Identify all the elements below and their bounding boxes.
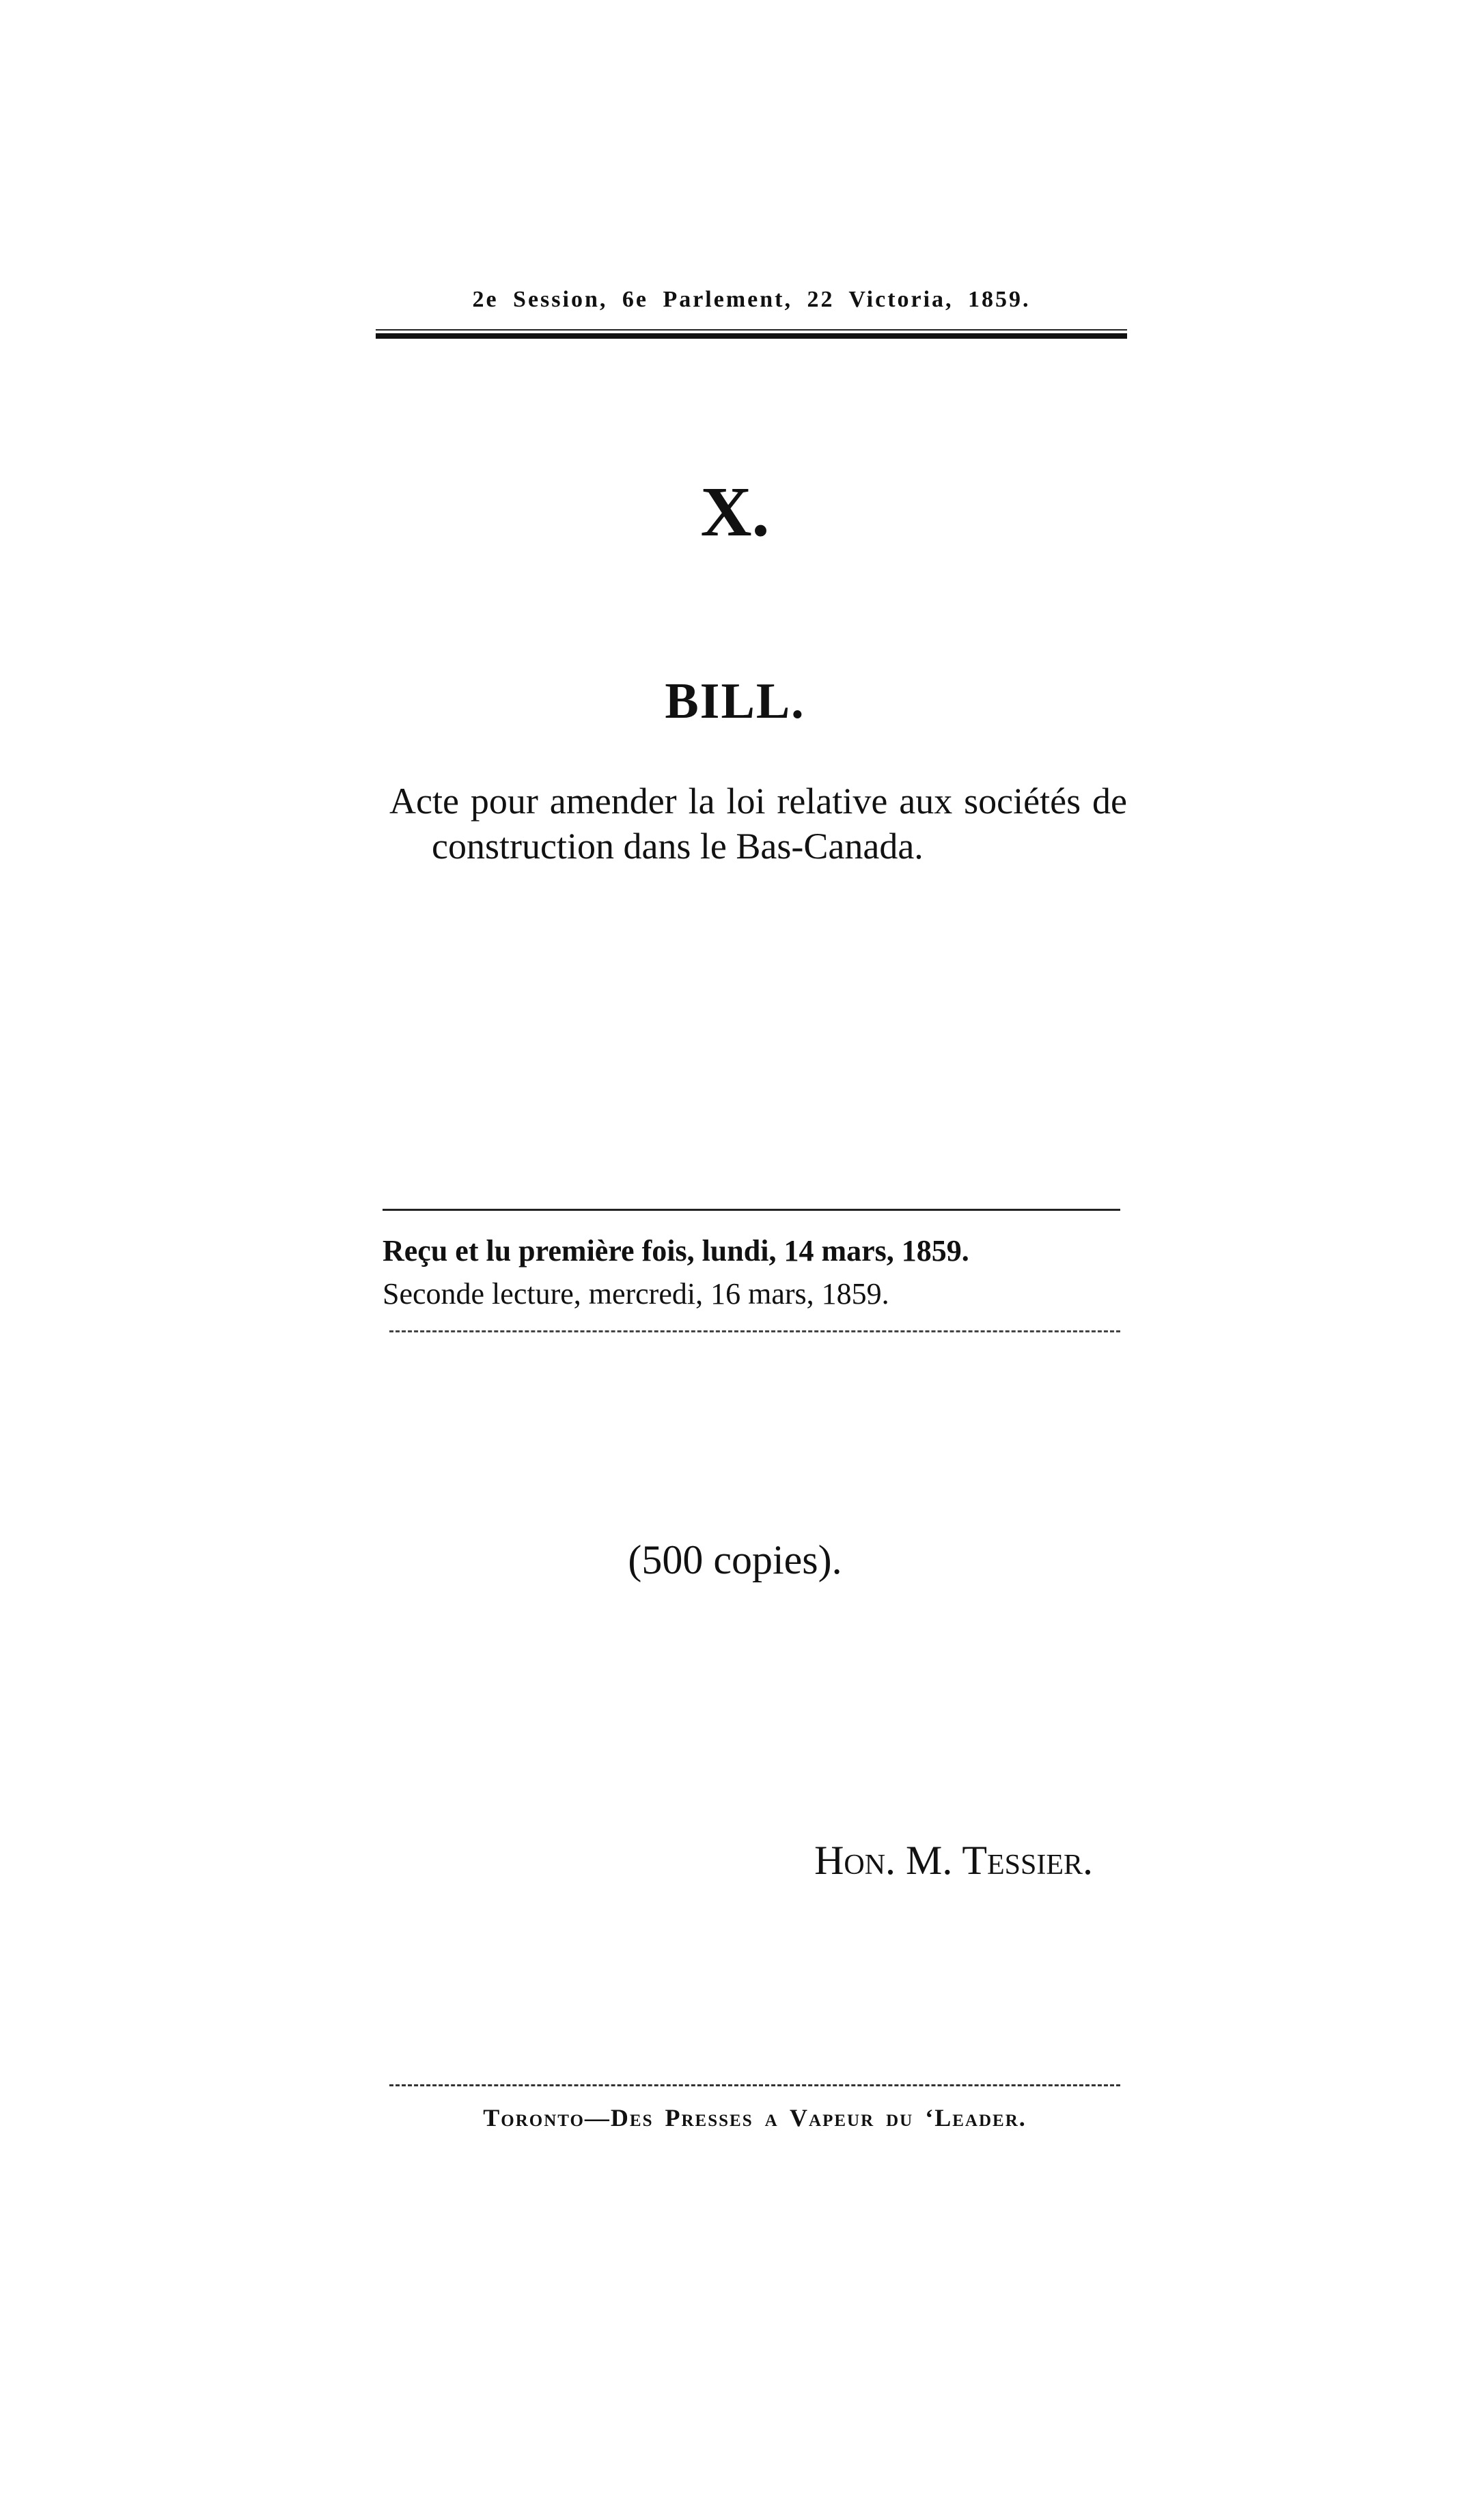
readings-block (383, 1229, 1120, 1315)
footer-rule (389, 2084, 1120, 2086)
printer-imprint: Toronto—Des Presses a Vapeur du ‘Leader. (483, 2104, 1027, 2131)
header-rule-thick (376, 333, 1127, 339)
header-rule-thin (376, 329, 1127, 331)
sponsor-name: Hon. M. Tessier. (814, 1838, 1093, 1883)
readings-top-rule (383, 1209, 1120, 1211)
readings-bottom-rule (389, 1330, 1120, 1332)
copies-count: (500 copies). (628, 1537, 842, 1582)
first-reading: Reçu et lu première fois, lundi, 14 mars, 1859. (383, 1234, 969, 1268)
bill-title: Acte pour amender la loi relative aux sociétés de construction dans le Bas-Canada. (389, 781, 1127, 867)
session-header: 2e Session, 6e Parlement, 22 Victoria, 1859. (472, 287, 1031, 312)
second-reading: Seconde lecture, mercredi, 16 mars, 1859. (383, 1277, 889, 1311)
bill-heading: BILL. (665, 673, 805, 729)
header-rule (376, 328, 1127, 341)
bill-number: X. (700, 473, 770, 551)
